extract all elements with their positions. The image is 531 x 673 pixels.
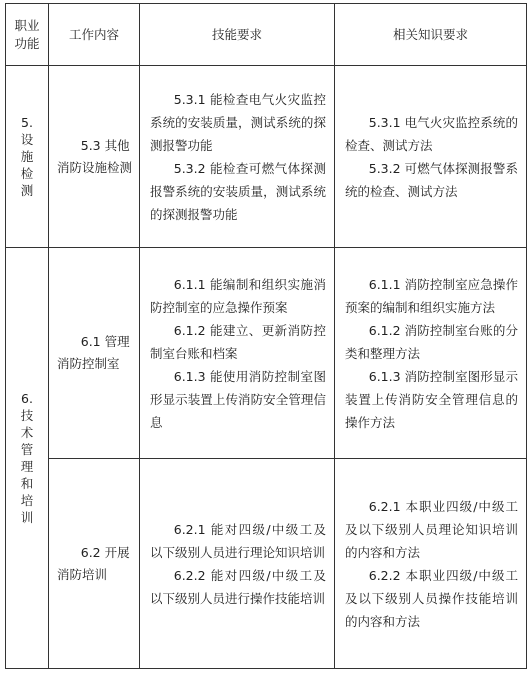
knowledge-cell (335, 459, 527, 669)
table-row (6, 248, 527, 459)
work-content-text: 5.3 其他消防设施检测 (57, 137, 133, 175)
work-content-text: 6.1 管理消防控制室 (57, 334, 130, 371)
work-content-cell (49, 248, 140, 459)
table-row (6, 459, 527, 669)
knowledge-item: 6.2.2 本职业四级/中级工及以下级别人员操作技能培训的内容和方法 (345, 567, 518, 629)
skill-cell (140, 66, 335, 248)
skill-item: 6.1.3 能使用消防控制室图形显示装置上传消防安全管理信息 (150, 368, 326, 430)
work-content-cell (49, 459, 140, 669)
function-cell (6, 248, 49, 669)
function-label: 5.设施检测 (20, 115, 34, 198)
header-function-line1: 职业 (14, 17, 40, 33)
skill-item: 6.1.2 能建立、更新消防控制室台账和档案 (150, 322, 326, 361)
skill-cell (140, 459, 335, 669)
header-knowledge-requirements: 相关知识要求 (335, 4, 527, 66)
knowledge-item: 5.3.1 电气火灾监控系统的检查、测试方法 (345, 114, 518, 153)
knowledge-item: 6.1.3 消防控制室图形显示装置上传消防安全管理信息的操作方法 (345, 368, 518, 430)
function-label: 6.技术管理和培训 (20, 391, 34, 525)
header-function (6, 4, 49, 66)
skill-item: 6.1.1 能编制和组织实施消防控制室的应急操作预案 (150, 276, 326, 315)
skill-item: 5.3.2 能检查可燃气体探测报警系统的安装质量，测试系统的探测报警功能 (150, 160, 326, 222)
knowledge-item: 5.3.2 可燃气体探测报警系统的检查、测试方法 (345, 160, 518, 199)
knowledge-cell (335, 248, 527, 459)
header-skill-requirements: 技能要求 (140, 4, 335, 66)
skill-item: 6.2.1 能对四级/中级工及以下级别人员进行理论知识培训 (150, 521, 326, 560)
function-cell (6, 66, 49, 248)
skill-item: 6.2.2 能对四级/中级工及以下级别人员进行操作技能培训 (150, 567, 326, 606)
header-work-content: 工作内容 (49, 4, 140, 66)
knowledge-cell (335, 66, 527, 248)
knowledge-item: 6.2.1 本职业四级/中级工及以下级别人员理论知识培训的内容和方法 (345, 498, 518, 560)
work-content-cell (49, 66, 140, 248)
header-row (6, 4, 527, 66)
knowledge-item: 6.1.2 消防控制室台账的分类和整理方法 (345, 322, 518, 361)
knowledge-item: 6.1.1 消防控制室应急操作预案的编制和组织实施方法 (345, 276, 518, 315)
table-row (6, 66, 527, 248)
skill-item: 5.3.1 能检查电气火灾监控系统的安装质量，测试系统的探测报警功能 (150, 91, 326, 153)
header-function-line2: 功能 (14, 35, 40, 51)
skill-standard-table (5, 3, 527, 669)
skill-cell (140, 248, 335, 459)
work-content-text: 6.2 开展消防培训 (57, 544, 130, 582)
